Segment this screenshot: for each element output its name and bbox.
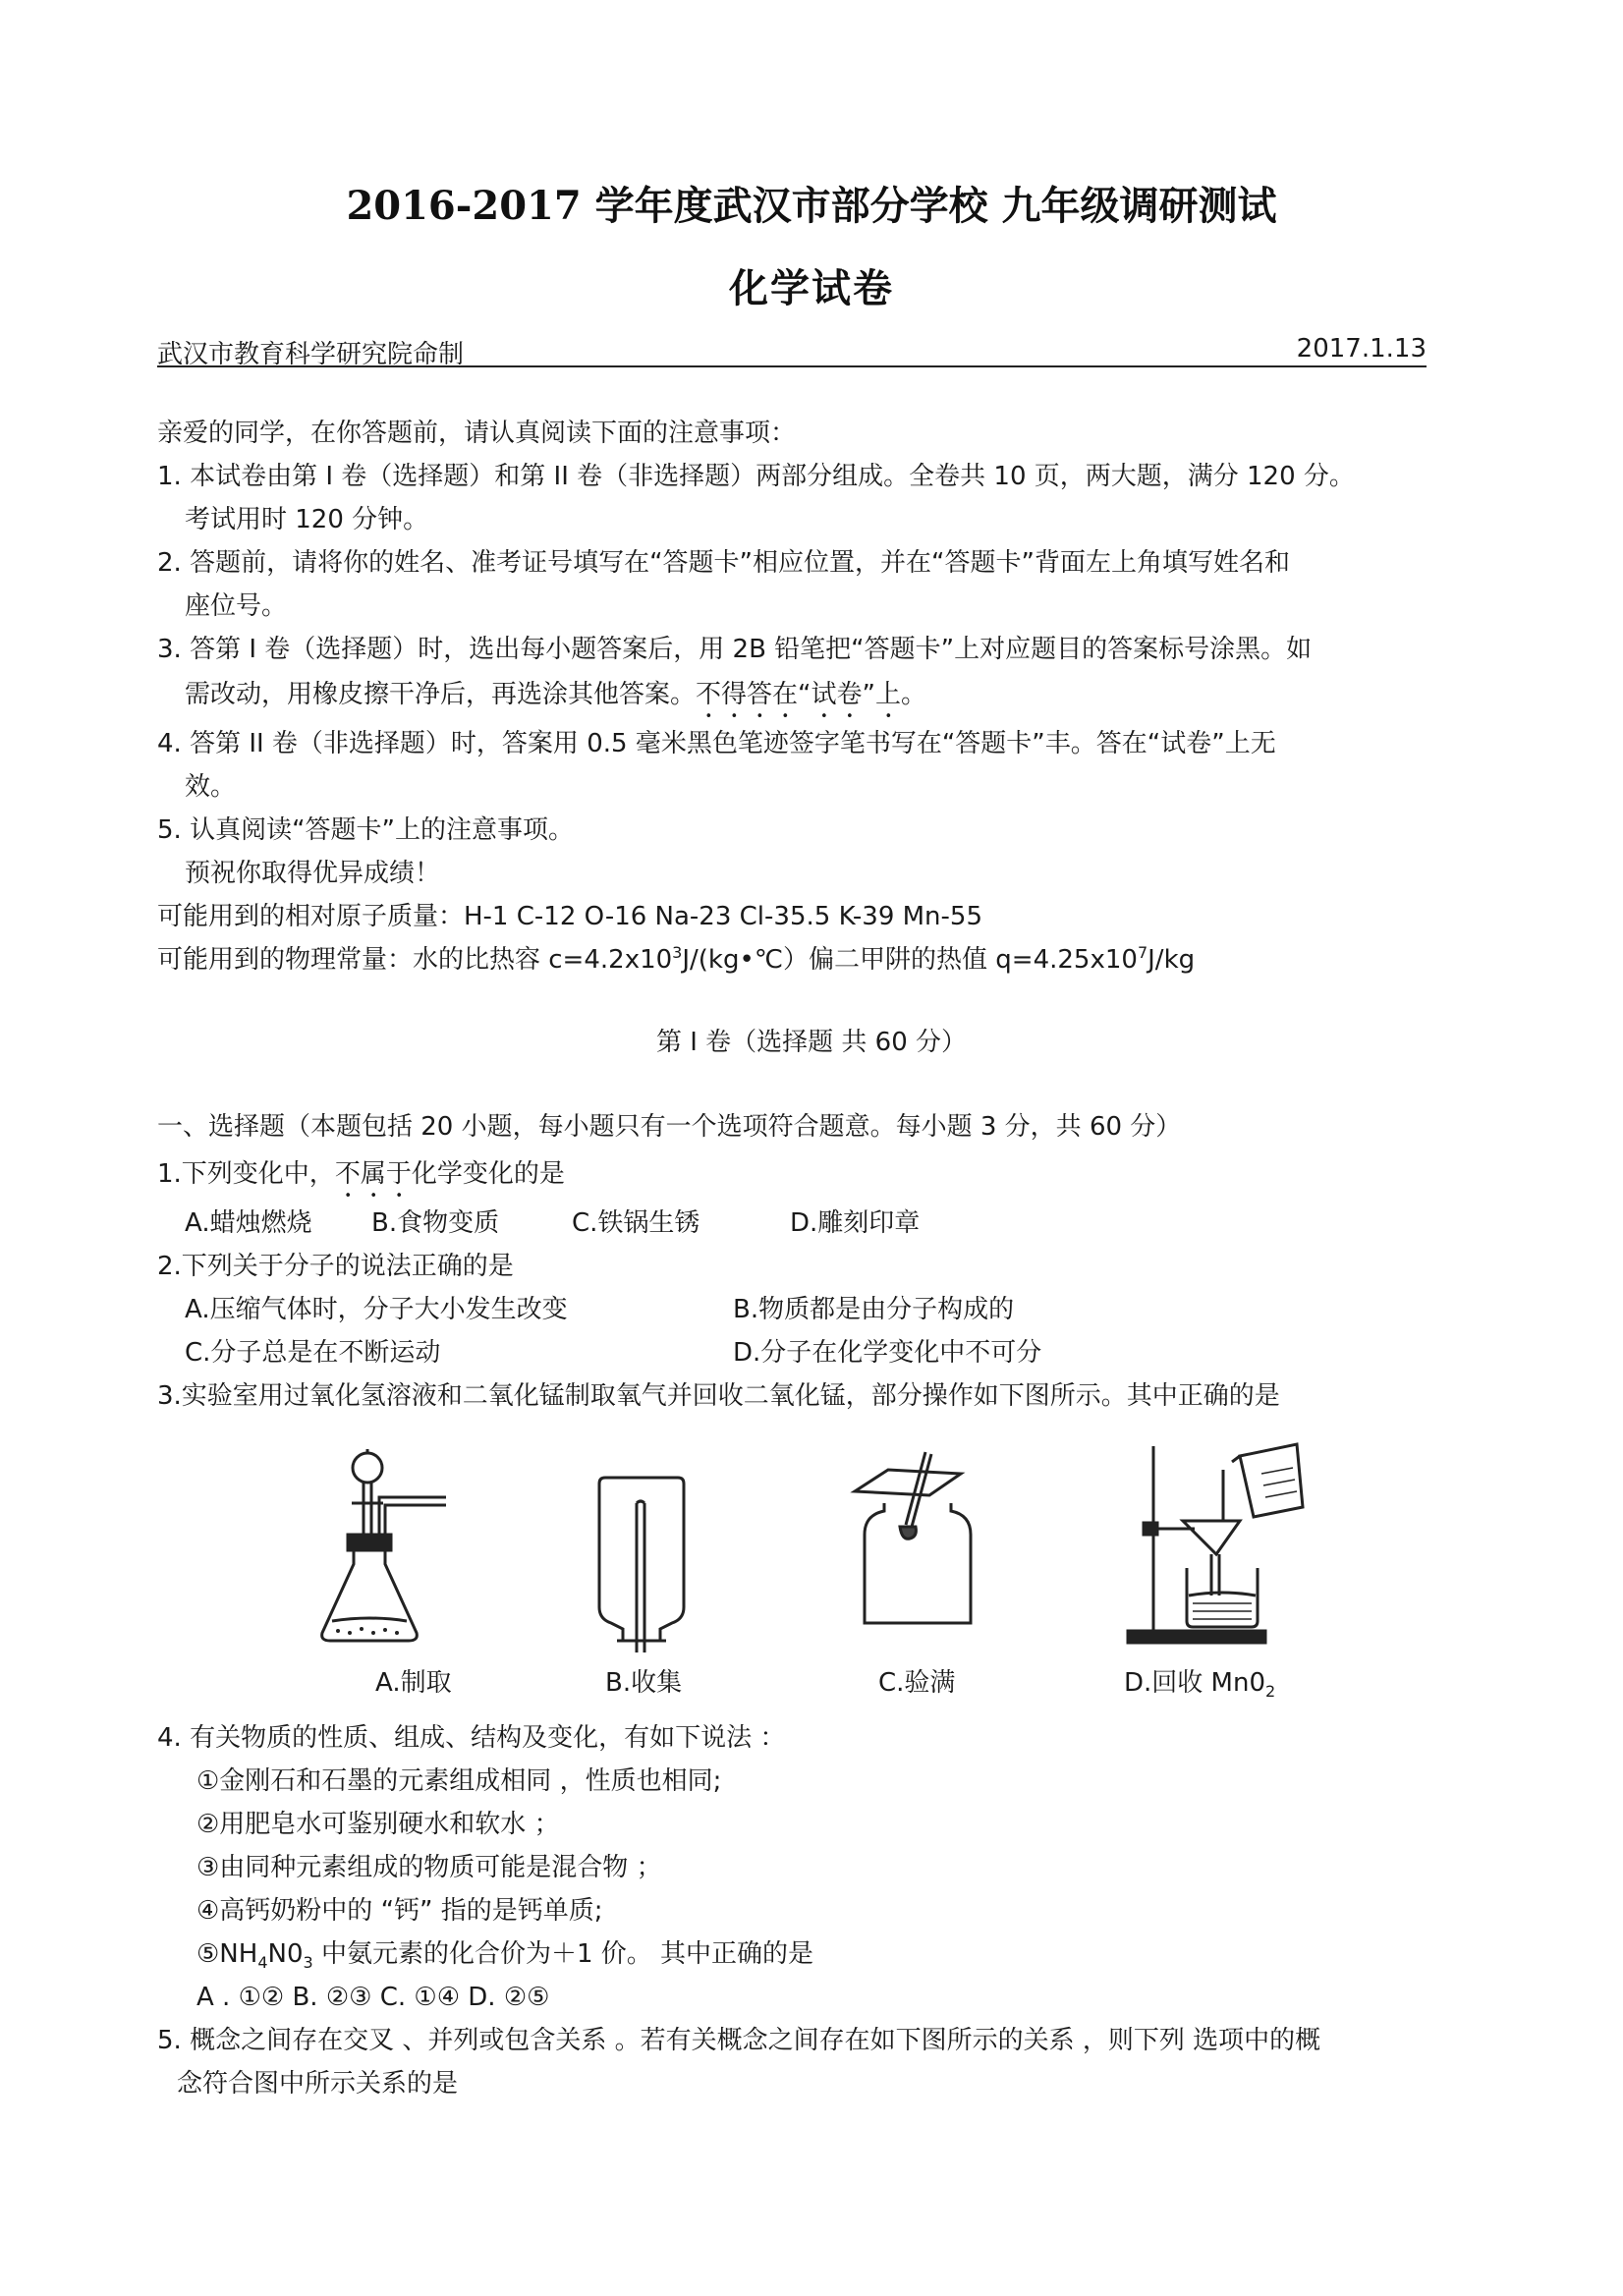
figure-caption-a: A.制取 [375,1668,452,1698]
question-2-option-c: C.分子总是在不断运动 [185,1338,441,1368]
notice-item-3-emphasis: 不得答在“试卷”上 [696,680,901,709]
notice-item-4: 4. 答第 II 卷（非选择题）时，答案用 0.5 毫米黑色笔迹签字笔书写在“答题卡”丰。答在“试卷”上无 [157,729,1276,758]
question-1-text-1: 1.下列变化中， [157,1159,335,1189]
apparatus-bottle-figure [593,1470,692,1656]
question-1-option-b: B.食物变质 [371,1208,500,1238]
physics-exp-2: 7 [1137,943,1148,962]
notice-item-3-text: 需改动，用橡皮擦干净后，再选涂其他答案。 [185,680,697,709]
q4-s5-sub-1: 4 [257,1953,268,1972]
notice-intro: 亲爱的同学，在你答题前，请认真阅读下面的注意事项： [157,419,797,448]
question-3: 3.实验室用过氧化氢溶液和二氧化锰制取氧气并回收二氧化锰，部分操作如下图所示。其中正确的是 [157,1381,1280,1411]
q4-s5-text-3: 中氨元素的化合价为＋1 价。 其中正确的是 [312,1939,814,1969]
section-instructions: 一、选择题（本题包括 20 小题，每小题只有一个选项符合题意。每小题 3 分，共 60 分） [157,1112,1182,1142]
question-4-statement-1: ①金刚石和石墨的元素组成相同 ，性质也相同; [196,1766,722,1796]
notice-item-3-end: 。 [900,680,926,709]
question-4-options: A . ①② B. ②③ C. ①④ D. ②⑤ [196,1983,550,2012]
q4-s5-sub-2: 3 [303,1953,313,1972]
notice-item-3-cont [185,680,926,724]
question-5-cont: 念符合图中所示关系的是 [177,2069,459,2099]
figure-caption-b: B.收集 [605,1668,683,1698]
question-1-emphasis: 不属于 [334,1159,412,1189]
q4-s5-text-2: N0 [267,1939,304,1969]
q4-s5-text-1: ⑤NH [196,1939,258,1969]
exam-title: 2016-2017 学年度武汉市部分学校 九年级调研测试 [346,183,1277,229]
physics-text-3: J/kg [1147,945,1196,975]
question-1 [157,1159,565,1204]
question-1-option-a: A.蜡烛燃烧 [185,1208,312,1238]
question-4-statement-5 [196,1939,814,1972]
notice-item-3: 3. 答第 I 卷（选择题）时，选出每小题答案后，用 2B 铅笔把“答题卡”上对应题目的答案标号涂黑。如 [157,635,1313,664]
question-2-option-b: B.物质都是由分子构成的 [733,1295,1015,1324]
notice-item-2-cont: 座位号。 [185,591,288,621]
publisher: 武汉市教育科学研究院命制 [157,340,465,369]
figure-caption-c: C.验满 [878,1668,956,1698]
apparatus-splint-figure [845,1444,982,1641]
question-4: 4. 有关物质的性质、组成、结构及变化，有如下说法 ： [157,1723,786,1753]
physics-constants [157,943,1196,975]
question-1-option-c: C.铁锅生锈 [572,1208,700,1238]
notice-wish: 预祝你取得优异成绩！ [185,859,441,888]
question-2-option-a: A.压缩气体时，分子大小发生改变 [185,1295,568,1324]
exam-date: 2017.1.13 [1296,334,1427,364]
physics-text-2: J/(kg•℃）偏二甲阱的热值 q=4.25x10 [682,945,1138,975]
question-2-option-d: D.分子在化学变化中不可分 [733,1338,1042,1368]
question-4-statement-2: ②用肥皂水可鉴别硬水和软水 ； [196,1810,560,1839]
atomic-masses: 可能用到的相对原子质量：H-1 C-12 O-16 Na-23 Cl-35.5 K-39 Mn-55 [157,902,982,931]
notice-item-1-cont: 考试用时 120 分钟。 [185,505,429,534]
notice-item-1: 1. 本试卷由第 I 卷（选择题）和第 II 卷（非选择题）两部分组成。全卷共 10 页，两大题，满分 120 分。 [157,462,1355,491]
question-1-option-d: D.雕刻印章 [790,1208,921,1238]
question-4-statement-3: ③由同种元素组成的物质可能是混合物 ； [196,1853,662,1882]
physics-exp-1: 3 [672,943,683,962]
figure-caption-d [1124,1668,1276,1701]
exam-subtitle: 化学试卷 [729,265,894,311]
question-2: 2.下列关于分子的说法正确的是 [157,1252,514,1281]
physics-text-1: 可能用到的物理常量：水的比热容 c=4.2x10 [157,945,673,975]
apparatus-filtration-figure [1124,1434,1311,1649]
figure-caption-d-sub: 2 [1265,1682,1276,1701]
notice-item-4-cont: 效。 [185,772,237,802]
section-title: 第 I 卷（选择题 共 60 分） [655,1028,968,1057]
notice-item-5: 5. 认真阅读“答题卡”上的注意事项。 [157,815,575,845]
header-rule [157,365,1427,367]
question-1-text-2: 化学变化的是 [411,1159,565,1189]
figure-caption-d-text: D.回收 Mn0 [1124,1668,1266,1698]
notice-item-2: 2. 答题前，请将你的姓名、准考证号填写在“答题卡”相应位置，并在“答题卡”背面左上角填写姓名和 [157,548,1290,578]
question-4-statement-4: ④高钙奶粉中的 “钙” 指的是钙单质; [196,1896,603,1926]
apparatus-flask-figure [314,1446,462,1657]
question-5: 5. 概念之间存在交叉 、并列或包含关系 。若有关概念之间存在如下图所示的关系 ，则下列 选项中的概 [157,2026,1321,2055]
